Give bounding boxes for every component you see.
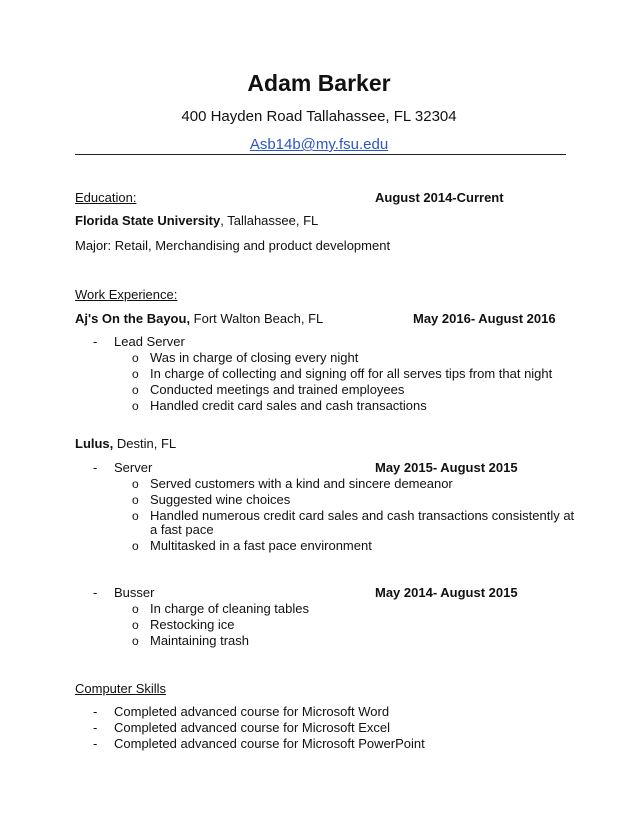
job1-employer: Aj's On the Bayou, bbox=[75, 311, 191, 326]
job2-role1-duty-list bbox=[132, 476, 574, 524]
job2-location: Destin, FL bbox=[113, 436, 177, 451]
job2-role1-duty-list-2 bbox=[132, 538, 372, 554]
resume-name: Adam Barker bbox=[247, 70, 391, 96]
job1-employer-line bbox=[75, 311, 323, 327]
education-date: August 2014-Current bbox=[375, 190, 504, 205]
job2-role2-list bbox=[93, 585, 154, 601]
skills-list bbox=[93, 704, 425, 752]
list-item: o In charge of collecting and signing off for all serves tips from that night bbox=[132, 366, 552, 382]
job1-role: - Lead Server bbox=[93, 334, 185, 350]
education-heading: Education: bbox=[75, 190, 137, 205]
list-item: o Handled credit card sales and cash transactions bbox=[132, 398, 552, 414]
list-item: o Was in charge of closing every night bbox=[132, 350, 552, 366]
job2-role1-date: May 2015- August 2015 bbox=[375, 460, 518, 475]
job2-employer-line bbox=[75, 436, 176, 452]
list-item: - Completed advanced course for Microsoft Excel bbox=[93, 720, 425, 736]
job2-role2-title: - Busser bbox=[93, 585, 154, 601]
school-location: , Tallahassee, FL bbox=[220, 213, 319, 228]
skills-heading: Computer Skills bbox=[75, 681, 167, 696]
list-item: o In charge of cleaning tables bbox=[132, 601, 309, 617]
job2-employer: Lulus, bbox=[75, 436, 114, 451]
job2-role1-title: - Server bbox=[93, 460, 152, 476]
list-item: o Multitasked in a fast pace environment bbox=[132, 538, 372, 554]
list-item: - Completed advanced course for Microsoft Word bbox=[93, 704, 425, 720]
education-school-line bbox=[75, 213, 318, 229]
resume-email-line bbox=[0, 136, 638, 153]
email-link[interactable]: Asb14b@my.fsu.edu bbox=[249, 136, 389, 153]
job1-duty-list bbox=[132, 350, 552, 414]
list-item: - Completed advanced course for Microsoft PowerPoint bbox=[93, 736, 425, 752]
list-item: o Suggested wine choices bbox=[132, 492, 574, 508]
job1-date: May 2016- August 2016 bbox=[413, 311, 556, 326]
list-item: o Maintaining trash bbox=[132, 633, 309, 649]
list-item: o Served customers with a kind and sincere demeanor bbox=[132, 476, 574, 492]
work-heading: Work Experience: bbox=[75, 287, 178, 302]
header-divider bbox=[75, 154, 566, 155]
list-item: o Conducted meetings and trained employees bbox=[132, 382, 552, 398]
resume-address: 400 Hayden Road Tallahassee, FL 32304 bbox=[181, 108, 457, 125]
education-major: Major: Retail, Merchandising and product development bbox=[75, 238, 391, 253]
school-name: Florida State University bbox=[75, 213, 221, 228]
list-item: o Handled numerous credit card sales and cash transactions consistently at bbox=[132, 508, 574, 524]
job2-role2-duty-list bbox=[132, 601, 309, 649]
list-item: o Restocking ice bbox=[132, 617, 309, 633]
job2-role1-list bbox=[93, 460, 152, 476]
job1-location: Fort Walton Beach, FL bbox=[190, 311, 324, 326]
job1-role-list bbox=[93, 334, 185, 350]
job2-role1-duty-continuation: a fast pace bbox=[150, 522, 214, 537]
job2-role2-date: May 2014- August 2015 bbox=[375, 585, 518, 600]
